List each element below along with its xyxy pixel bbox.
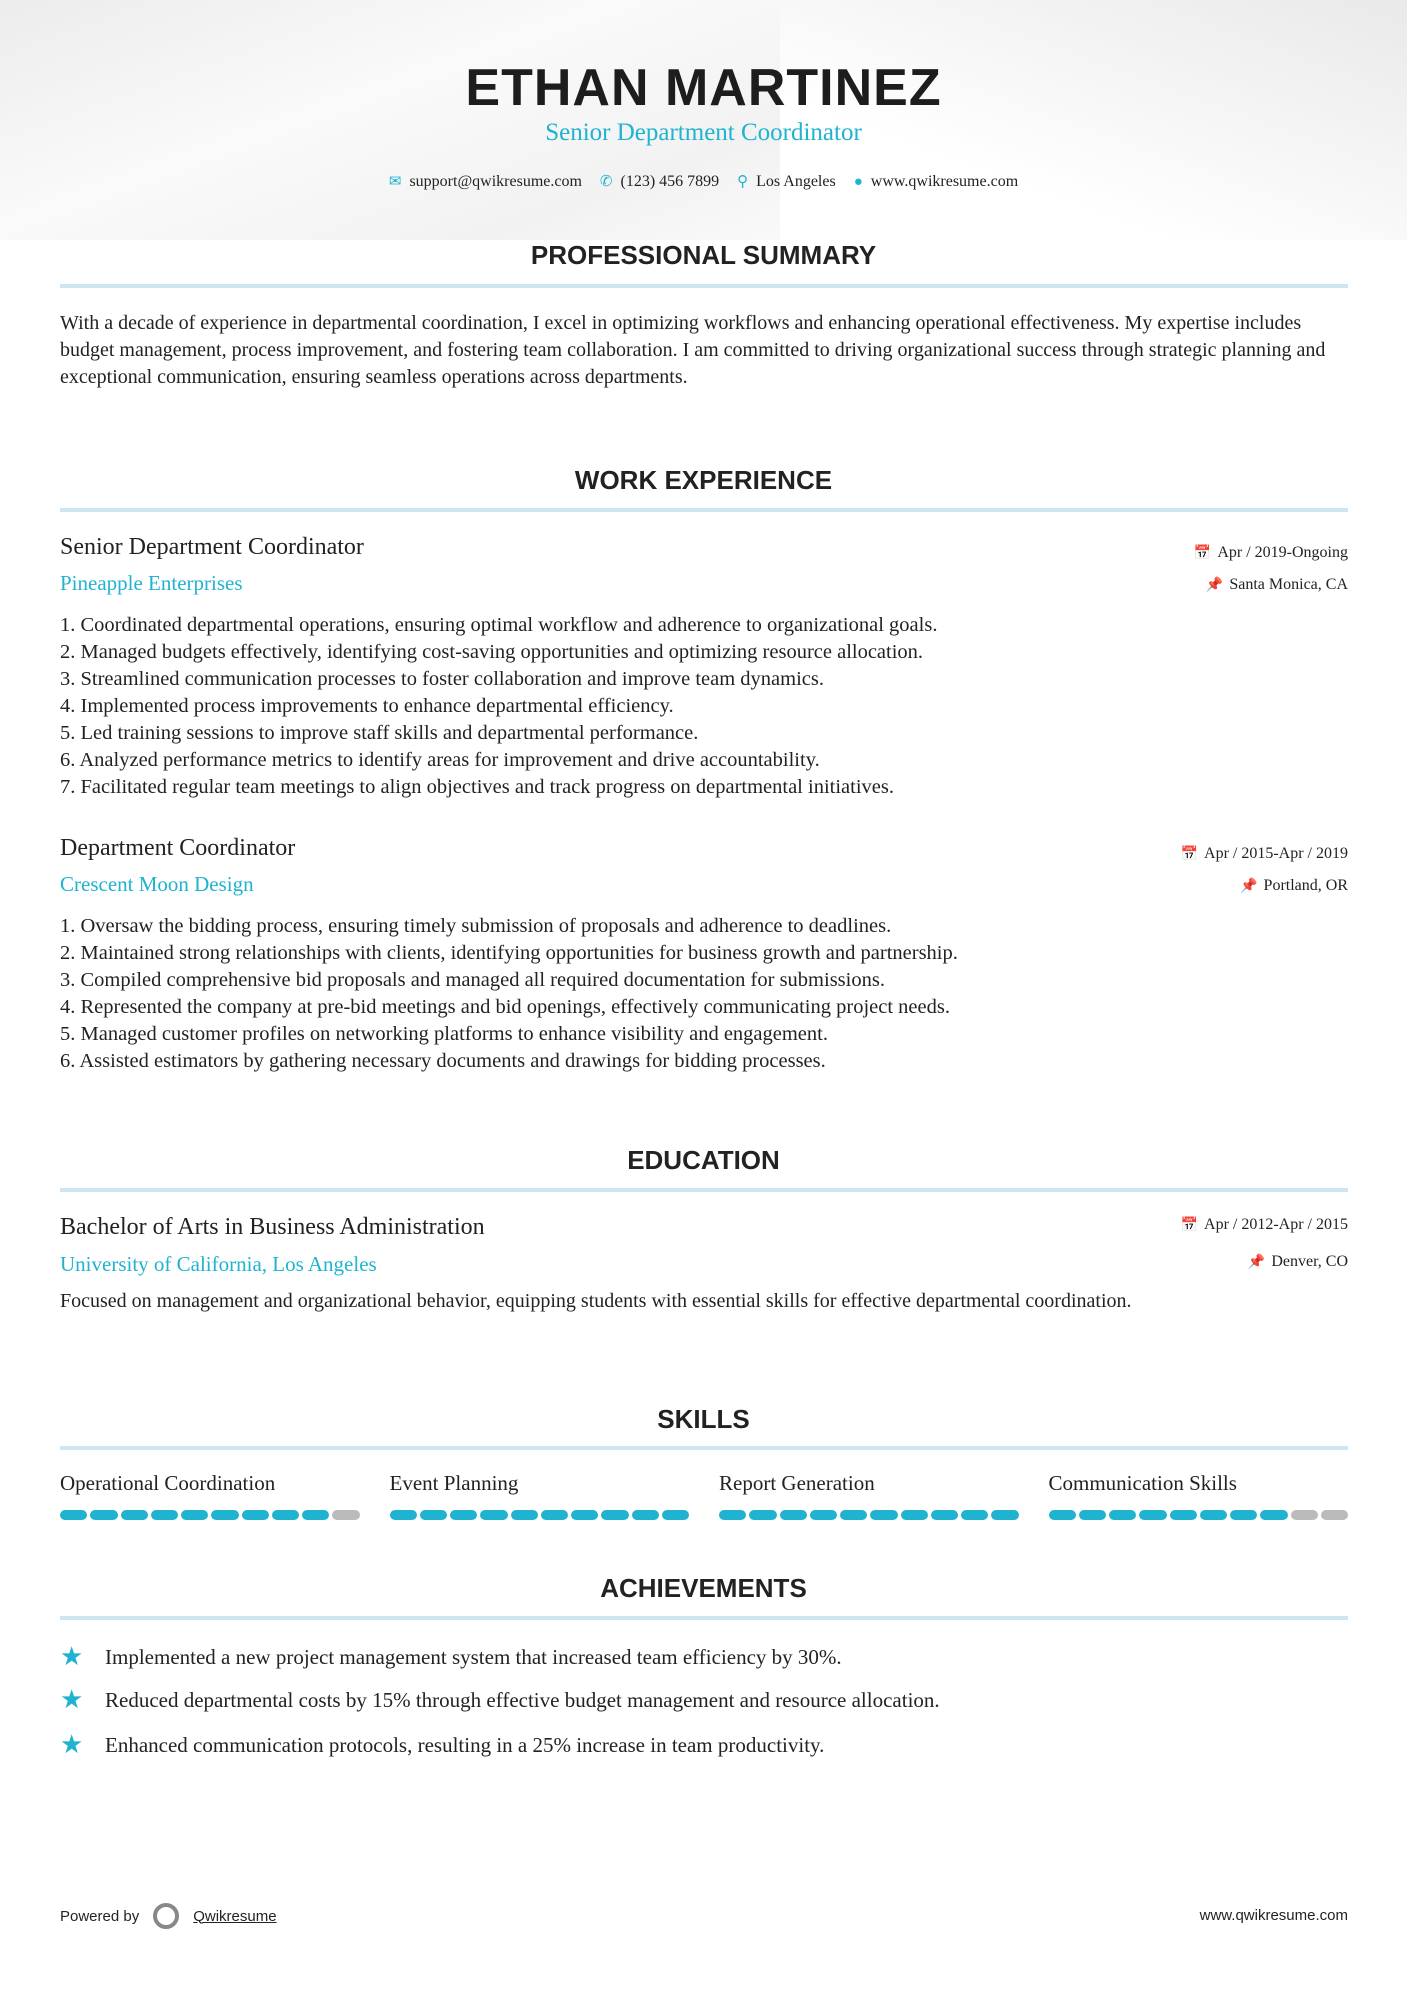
school-name: University of California, Los Angeles <box>60 1252 377 1276</box>
contact-bar <box>0 172 1407 191</box>
skill-name: Report Generation <box>719 1471 875 1495</box>
skill-dot-filled <box>1260 1510 1287 1520</box>
powered-by-label: Powered by <box>60 1907 140 1925</box>
skill-level-bar <box>719 1510 1019 1520</box>
skill-dot-filled <box>450 1510 477 1520</box>
skill-item <box>390 1471 690 1520</box>
skill-dot-filled <box>390 1510 417 1520</box>
achievement-item: ★ Enhanced communication protocols, resulting in a 25% increase in team productivity. <box>60 1730 825 1759</box>
list-item: 1. Oversaw the bidding process, ensuring timely submission of proposals and adherence to deadlines. <box>60 915 892 937</box>
skill-dot-empty <box>1291 1510 1318 1520</box>
pin-icon: 📌 <box>1240 879 1258 894</box>
skill-dot-filled <box>151 1510 178 1520</box>
list-item: 3. Streamlined communication processes to foster collaboration and improve team dynamics. <box>60 668 824 690</box>
qwikresume-logo-icon <box>153 1903 179 1929</box>
phone-icon: ✆ <box>599 174 613 190</box>
skill-dot-filled <box>991 1510 1018 1520</box>
qwikresume-link[interactable]: Qwikresume <box>193 1907 277 1925</box>
skill-dot-filled <box>780 1510 807 1520</box>
skill-dot-filled <box>511 1510 538 1520</box>
education-location: 📌 Denver, CO <box>1247 1253 1348 1270</box>
skill-item <box>719 1471 1019 1520</box>
skill-dot-filled <box>1109 1510 1136 1520</box>
job-duties <box>60 612 1350 801</box>
section-heading-education: EDUCATION <box>627 1145 780 1175</box>
list-item: 5. Managed customer profiles on networking platforms to enhance visibility and engagement. <box>60 1023 828 1045</box>
skill-dot-filled <box>1230 1510 1257 1520</box>
skill-dot-filled <box>541 1510 568 1520</box>
skill-dot-filled <box>961 1510 988 1520</box>
skill-dot-filled <box>121 1510 148 1520</box>
skill-dot-filled <box>181 1510 208 1520</box>
list-item: 2. Maintained strong relationships with clients, identifying opportunities for business growth and partnership. <box>60 942 958 964</box>
list-item: 2. Managed budgets effectively, identifying cost-saving opportunities and optimizing resource allocation. <box>60 641 924 663</box>
star-icon: ★ <box>60 1685 84 1714</box>
contact-email[interactable]: ✉ support@qwikresume.com <box>388 173 582 190</box>
list-item: 5. Led training sessions to improve staff skills and departmental performance. <box>60 722 699 744</box>
calendar-icon: 📅 <box>1180 1218 1199 1233</box>
skill-dot-filled <box>1049 1510 1076 1520</box>
envelope-icon: ✉ <box>388 174 402 190</box>
section-heading-skills: SKILLS <box>657 1404 750 1434</box>
skill-dot-filled <box>632 1510 659 1520</box>
job-location: 📌 Santa Monica, CA <box>1205 576 1348 593</box>
skill-dot-filled <box>60 1510 87 1520</box>
job-duties <box>60 913 1350 1075</box>
star-icon: ★ <box>60 1730 84 1759</box>
achievement-item: ★ Reduced departmental costs by 15% through effective budget management and resource allocation. <box>60 1685 940 1714</box>
job-title: Department Coordinator <box>60 835 296 861</box>
contact-phone: ✆ (123) 456 7899 <box>599 173 720 190</box>
skill-dot-empty <box>332 1510 359 1520</box>
skill-dot-filled <box>242 1510 269 1520</box>
footer-powered-by <box>60 1903 277 1929</box>
skill-dot-filled <box>480 1510 507 1520</box>
section-heading-achievements: ACHIEVEMENTS <box>600 1573 807 1603</box>
map-pin-icon: ⚲ <box>737 174 749 190</box>
education-dates: 📅 Apr / 2012-Apr / 2015 <box>1180 1216 1348 1233</box>
skill-dot-filled <box>90 1510 117 1520</box>
section-heading-summary: PROFESSIONAL SUMMARY <box>530 240 877 270</box>
skill-dot-filled <box>810 1510 837 1520</box>
skill-dot-filled <box>1139 1510 1166 1520</box>
divider <box>60 1188 1348 1192</box>
list-item: 6. Analyzed performance metrics to identify areas for improvement and drive accountability. <box>60 749 820 771</box>
list-item: 6. Assisted estimators by gathering necessary documents and drawings for bidding processes. <box>60 1050 826 1072</box>
skill-dot-filled <box>870 1510 897 1520</box>
globe-icon: ● <box>853 173 863 190</box>
star-icon: ★ <box>60 1642 84 1671</box>
job-dates: 📅 Apr / 2019-Ongoing <box>1193 544 1348 561</box>
candidate-name: ETHAN MARTINEZ <box>465 59 942 117</box>
calendar-icon: 📅 <box>1180 847 1199 862</box>
skill-name: Communication Skills <box>1048 1471 1237 1495</box>
skill-dot-filled <box>749 1510 776 1520</box>
job-company: Pineapple Enterprises <box>60 571 243 595</box>
pin-icon: 📌 <box>1205 578 1224 593</box>
job-company: Crescent Moon Design <box>60 872 254 896</box>
skill-dot-filled <box>840 1510 867 1520</box>
pin-icon: 📌 <box>1247 1255 1266 1270</box>
contact-location: ⚲ Los Angeles <box>737 173 836 190</box>
list-item: 4. Represented the company at pre-bid meetings and bid openings, effectively communicating project needs. <box>60 996 950 1018</box>
skill-dot-filled <box>1170 1510 1197 1520</box>
list-item: 4. Implemented process improvements to enhance departmental efficiency. <box>60 695 674 717</box>
contact-website[interactable]: ● www.qwikresume.com <box>853 172 1019 190</box>
skill-dot-filled <box>211 1510 238 1520</box>
skill-dot-filled <box>302 1510 329 1520</box>
skill-name: Event Planning <box>389 1471 519 1495</box>
skill-level-bar <box>390 1510 690 1520</box>
job-title: Senior Department Coordinator <box>60 534 364 560</box>
skill-dot-filled <box>420 1510 447 1520</box>
skill-dot-filled <box>1079 1510 1106 1520</box>
achievement-item: ★ Implemented a new project management system that increased team efficiency by 30%. <box>60 1642 842 1671</box>
divider <box>60 1446 1348 1450</box>
skill-dot-filled <box>901 1510 928 1520</box>
job-dates: 📅 Apr / 2015-Apr / 2019 <box>1180 845 1348 862</box>
degree-title: Bachelor of Arts in Business Administration <box>60 1214 485 1240</box>
skill-name: Operational Coordination <box>60 1471 276 1495</box>
skill-dot-filled <box>931 1510 958 1520</box>
skill-dot-filled <box>662 1510 689 1520</box>
skill-level-bar <box>1049 1510 1349 1520</box>
skill-dot-filled <box>571 1510 598 1520</box>
skill-dot-filled <box>272 1510 299 1520</box>
skill-dot-filled <box>1200 1510 1227 1520</box>
divider <box>60 284 1348 288</box>
candidate-title: Senior Department Coordinator <box>545 119 862 146</box>
skill-dot-filled <box>719 1510 746 1520</box>
skill-dot-empty <box>1321 1510 1348 1520</box>
divider <box>60 1616 1348 1620</box>
education-description: Focused on management and organizational behavior, equipping students with essential skills for effective departmental coordination. <box>60 1290 1132 1312</box>
skill-level-bar <box>60 1510 360 1520</box>
divider <box>60 508 1348 512</box>
skill-item <box>60 1471 360 1520</box>
job-location: 📌 Portland, OR <box>1240 877 1348 894</box>
calendar-icon: 📅 <box>1193 546 1212 561</box>
list-item: 1. Coordinated departmental operations, ensuring optimal workflow and adherence to organizational goals. <box>60 614 938 636</box>
skill-item <box>1049 1471 1349 1520</box>
skills-list <box>60 1471 1348 1520</box>
summary-text: With a decade of experience in departmental coordination, I excel in optimizing workflows and enhancing operational effectiveness. My expertise includes budget management, process improvement, and fostering team collaboration. I am committed to driving organizational success through strategic planning and exceptional communication, ensuring seamless operations across departments. <box>60 312 1326 388</box>
footer-website[interactable]: www.qwikresume.com <box>1199 1907 1348 1924</box>
section-heading-experience: WORK EXPERIENCE <box>574 465 833 495</box>
skill-dot-filled <box>601 1510 628 1520</box>
list-item: 7. Facilitated regular team meetings to align objectives and track progress on departmental initiatives. <box>60 776 894 798</box>
list-item: 3. Compiled comprehensive bid proposals and managed all required documentation for submissions. <box>60 969 885 991</box>
